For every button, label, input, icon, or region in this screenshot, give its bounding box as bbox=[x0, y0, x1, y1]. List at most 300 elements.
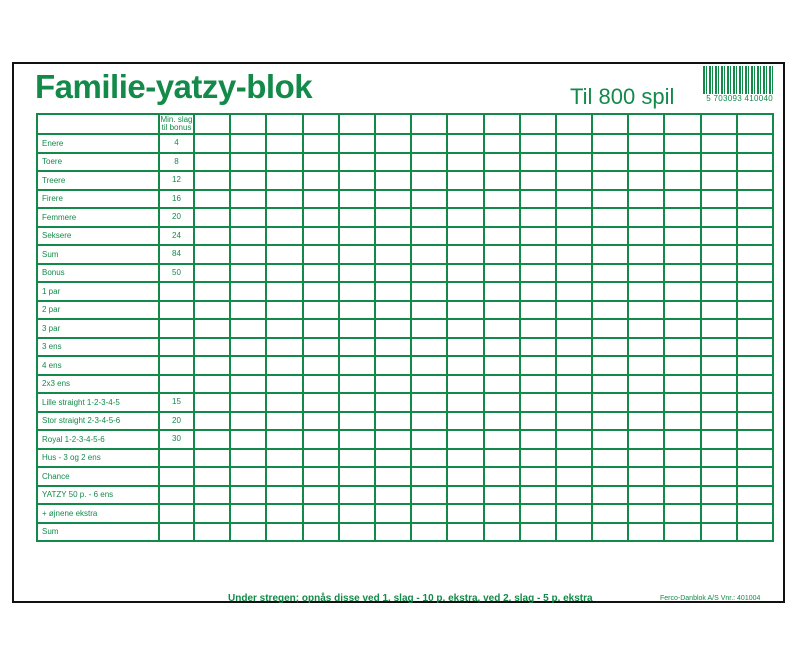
score-cell[interactable] bbox=[411, 486, 447, 505]
score-cell[interactable] bbox=[592, 356, 628, 375]
score-cell[interactable] bbox=[628, 282, 664, 301]
score-cell[interactable] bbox=[375, 504, 411, 523]
score-cell[interactable] bbox=[556, 467, 592, 486]
score-cell[interactable] bbox=[556, 301, 592, 320]
score-cell[interactable] bbox=[447, 245, 483, 264]
score-cell[interactable] bbox=[375, 245, 411, 264]
score-cell[interactable] bbox=[230, 134, 266, 153]
score-cell[interactable] bbox=[737, 245, 773, 264]
score-cell[interactable] bbox=[303, 190, 339, 209]
score-cell[interactable] bbox=[737, 467, 773, 486]
score-cell[interactable] bbox=[447, 208, 483, 227]
score-cell[interactable] bbox=[375, 301, 411, 320]
score-cell[interactable] bbox=[411, 393, 447, 412]
score-cell[interactable] bbox=[303, 153, 339, 172]
score-cell[interactable] bbox=[339, 393, 375, 412]
player-header-cell[interactable] bbox=[664, 114, 700, 134]
score-cell[interactable] bbox=[484, 393, 520, 412]
score-cell[interactable] bbox=[664, 338, 700, 357]
score-cell[interactable] bbox=[556, 430, 592, 449]
score-cell[interactable] bbox=[737, 523, 773, 542]
player-header-cell[interactable] bbox=[230, 114, 266, 134]
player-header-cell[interactable] bbox=[520, 114, 556, 134]
score-cell[interactable] bbox=[592, 375, 628, 394]
score-cell[interactable] bbox=[447, 264, 483, 283]
score-cell[interactable] bbox=[701, 393, 737, 412]
score-cell[interactable] bbox=[664, 190, 700, 209]
score-cell[interactable] bbox=[664, 467, 700, 486]
score-cell[interactable] bbox=[339, 338, 375, 357]
score-cell[interactable] bbox=[737, 356, 773, 375]
score-cell[interactable] bbox=[230, 227, 266, 246]
score-cell[interactable] bbox=[411, 467, 447, 486]
score-cell[interactable] bbox=[628, 171, 664, 190]
player-header-cell[interactable] bbox=[701, 114, 737, 134]
score-cell[interactable] bbox=[339, 301, 375, 320]
score-cell[interactable] bbox=[520, 486, 556, 505]
score-cell[interactable] bbox=[194, 356, 230, 375]
score-cell[interactable] bbox=[194, 504, 230, 523]
score-cell[interactable] bbox=[664, 319, 700, 338]
score-cell[interactable] bbox=[628, 504, 664, 523]
score-cell[interactable] bbox=[520, 134, 556, 153]
score-cell[interactable] bbox=[484, 338, 520, 357]
score-cell[interactable] bbox=[266, 430, 302, 449]
score-cell[interactable] bbox=[375, 356, 411, 375]
score-cell[interactable] bbox=[737, 190, 773, 209]
score-cell[interactable] bbox=[664, 393, 700, 412]
score-cell[interactable] bbox=[375, 338, 411, 357]
player-header-cell[interactable] bbox=[628, 114, 664, 134]
score-cell[interactable] bbox=[266, 208, 302, 227]
score-cell[interactable] bbox=[592, 486, 628, 505]
score-cell[interactable] bbox=[520, 356, 556, 375]
score-cell[interactable] bbox=[230, 449, 266, 468]
score-cell[interactable] bbox=[375, 153, 411, 172]
score-cell[interactable] bbox=[266, 319, 302, 338]
score-cell[interactable] bbox=[520, 523, 556, 542]
score-cell[interactable] bbox=[339, 430, 375, 449]
player-header-cell[interactable] bbox=[266, 114, 302, 134]
score-cell[interactable] bbox=[194, 375, 230, 394]
score-cell[interactable] bbox=[375, 227, 411, 246]
score-cell[interactable] bbox=[447, 153, 483, 172]
score-cell[interactable] bbox=[339, 245, 375, 264]
score-cell[interactable] bbox=[701, 467, 737, 486]
score-cell[interactable] bbox=[484, 301, 520, 320]
score-cell[interactable] bbox=[375, 208, 411, 227]
score-cell[interactable] bbox=[664, 430, 700, 449]
score-cell[interactable] bbox=[411, 412, 447, 431]
score-cell[interactable] bbox=[230, 523, 266, 542]
score-cell[interactable] bbox=[664, 264, 700, 283]
score-cell[interactable] bbox=[266, 467, 302, 486]
score-cell[interactable] bbox=[664, 227, 700, 246]
score-cell[interactable] bbox=[592, 393, 628, 412]
score-cell[interactable] bbox=[484, 319, 520, 338]
score-cell[interactable] bbox=[194, 190, 230, 209]
score-cell[interactable] bbox=[628, 190, 664, 209]
score-cell[interactable] bbox=[266, 393, 302, 412]
score-cell[interactable] bbox=[303, 245, 339, 264]
score-cell[interactable] bbox=[737, 282, 773, 301]
score-cell[interactable] bbox=[339, 208, 375, 227]
score-cell[interactable] bbox=[628, 134, 664, 153]
score-cell[interactable] bbox=[484, 264, 520, 283]
score-cell[interactable] bbox=[664, 375, 700, 394]
score-cell[interactable] bbox=[194, 208, 230, 227]
score-cell[interactable] bbox=[230, 338, 266, 357]
score-cell[interactable] bbox=[375, 190, 411, 209]
score-cell[interactable] bbox=[664, 153, 700, 172]
score-cell[interactable] bbox=[556, 504, 592, 523]
score-cell[interactable] bbox=[737, 301, 773, 320]
score-cell[interactable] bbox=[447, 504, 483, 523]
score-cell[interactable] bbox=[484, 412, 520, 431]
score-cell[interactable] bbox=[484, 190, 520, 209]
score-cell[interactable] bbox=[520, 190, 556, 209]
score-cell[interactable] bbox=[520, 208, 556, 227]
score-cell[interactable] bbox=[194, 264, 230, 283]
score-cell[interactable] bbox=[266, 375, 302, 394]
score-cell[interactable] bbox=[556, 134, 592, 153]
score-cell[interactable] bbox=[520, 282, 556, 301]
score-cell[interactable] bbox=[701, 504, 737, 523]
score-cell[interactable] bbox=[737, 153, 773, 172]
score-cell[interactable] bbox=[556, 282, 592, 301]
score-cell[interactable] bbox=[339, 467, 375, 486]
score-cell[interactable] bbox=[230, 245, 266, 264]
score-cell[interactable] bbox=[556, 412, 592, 431]
score-cell[interactable] bbox=[194, 449, 230, 468]
score-cell[interactable] bbox=[484, 227, 520, 246]
score-cell[interactable] bbox=[230, 412, 266, 431]
score-cell[interactable] bbox=[556, 208, 592, 227]
score-cell[interactable] bbox=[556, 227, 592, 246]
score-cell[interactable] bbox=[266, 338, 302, 357]
score-cell[interactable] bbox=[737, 412, 773, 431]
score-cell[interactable] bbox=[737, 264, 773, 283]
score-cell[interactable] bbox=[737, 504, 773, 523]
score-cell[interactable] bbox=[194, 486, 230, 505]
score-cell[interactable] bbox=[194, 430, 230, 449]
score-cell[interactable] bbox=[303, 227, 339, 246]
score-cell[interactable] bbox=[628, 449, 664, 468]
score-cell[interactable] bbox=[664, 504, 700, 523]
score-cell[interactable] bbox=[230, 393, 266, 412]
score-cell[interactable] bbox=[447, 227, 483, 246]
score-cell[interactable] bbox=[339, 319, 375, 338]
score-cell[interactable] bbox=[266, 356, 302, 375]
score-cell[interactable] bbox=[339, 523, 375, 542]
score-cell[interactable] bbox=[737, 208, 773, 227]
player-header-cell[interactable] bbox=[375, 114, 411, 134]
score-cell[interactable] bbox=[737, 227, 773, 246]
score-cell[interactable] bbox=[266, 282, 302, 301]
score-cell[interactable] bbox=[520, 449, 556, 468]
player-header-cell[interactable] bbox=[303, 114, 339, 134]
score-cell[interactable] bbox=[592, 245, 628, 264]
score-cell[interactable] bbox=[447, 356, 483, 375]
score-cell[interactable] bbox=[664, 134, 700, 153]
score-cell[interactable] bbox=[628, 430, 664, 449]
score-cell[interactable] bbox=[447, 486, 483, 505]
score-cell[interactable] bbox=[556, 171, 592, 190]
score-cell[interactable] bbox=[447, 171, 483, 190]
score-cell[interactable] bbox=[230, 153, 266, 172]
score-cell[interactable] bbox=[375, 375, 411, 394]
score-cell[interactable] bbox=[520, 301, 556, 320]
score-cell[interactable] bbox=[628, 208, 664, 227]
score-cell[interactable] bbox=[303, 393, 339, 412]
score-cell[interactable] bbox=[737, 393, 773, 412]
score-cell[interactable] bbox=[411, 245, 447, 264]
score-cell[interactable] bbox=[339, 153, 375, 172]
score-cell[interactable] bbox=[230, 467, 266, 486]
score-cell[interactable] bbox=[339, 449, 375, 468]
score-cell[interactable] bbox=[556, 264, 592, 283]
score-cell[interactable] bbox=[737, 486, 773, 505]
score-cell[interactable] bbox=[266, 449, 302, 468]
score-cell[interactable] bbox=[230, 319, 266, 338]
score-cell[interactable] bbox=[447, 301, 483, 320]
score-cell[interactable] bbox=[411, 264, 447, 283]
score-cell[interactable] bbox=[411, 227, 447, 246]
score-cell[interactable] bbox=[520, 430, 556, 449]
score-cell[interactable] bbox=[447, 134, 483, 153]
score-cell[interactable] bbox=[556, 153, 592, 172]
score-cell[interactable] bbox=[737, 449, 773, 468]
score-cell[interactable] bbox=[628, 467, 664, 486]
score-cell[interactable] bbox=[484, 375, 520, 394]
score-cell[interactable] bbox=[447, 319, 483, 338]
score-cell[interactable] bbox=[303, 282, 339, 301]
score-cell[interactable] bbox=[411, 171, 447, 190]
player-header-cell[interactable] bbox=[484, 114, 520, 134]
score-cell[interactable] bbox=[375, 486, 411, 505]
score-cell[interactable] bbox=[194, 338, 230, 357]
score-cell[interactable] bbox=[375, 134, 411, 153]
score-cell[interactable] bbox=[266, 171, 302, 190]
score-cell[interactable] bbox=[592, 319, 628, 338]
score-cell[interactable] bbox=[664, 171, 700, 190]
player-header-cell[interactable] bbox=[447, 114, 483, 134]
score-cell[interactable] bbox=[701, 301, 737, 320]
score-cell[interactable] bbox=[484, 504, 520, 523]
score-cell[interactable] bbox=[303, 208, 339, 227]
score-cell[interactable] bbox=[411, 134, 447, 153]
score-cell[interactable] bbox=[737, 134, 773, 153]
score-cell[interactable] bbox=[628, 523, 664, 542]
score-cell[interactable] bbox=[266, 264, 302, 283]
score-cell[interactable] bbox=[411, 430, 447, 449]
score-cell[interactable] bbox=[664, 245, 700, 264]
score-cell[interactable] bbox=[737, 338, 773, 357]
score-cell[interactable] bbox=[520, 153, 556, 172]
score-cell[interactable] bbox=[592, 153, 628, 172]
score-cell[interactable] bbox=[701, 245, 737, 264]
score-cell[interactable] bbox=[194, 301, 230, 320]
score-cell[interactable] bbox=[194, 282, 230, 301]
score-cell[interactable] bbox=[194, 227, 230, 246]
score-cell[interactable] bbox=[520, 245, 556, 264]
score-cell[interactable] bbox=[266, 245, 302, 264]
score-cell[interactable] bbox=[266, 412, 302, 431]
score-cell[interactable] bbox=[701, 338, 737, 357]
player-header-cell[interactable] bbox=[339, 114, 375, 134]
score-cell[interactable] bbox=[303, 523, 339, 542]
score-cell[interactable] bbox=[701, 153, 737, 172]
score-cell[interactable] bbox=[339, 356, 375, 375]
score-cell[interactable] bbox=[375, 171, 411, 190]
score-cell[interactable] bbox=[303, 301, 339, 320]
score-cell[interactable] bbox=[411, 208, 447, 227]
score-cell[interactable] bbox=[375, 412, 411, 431]
score-cell[interactable] bbox=[339, 227, 375, 246]
score-cell[interactable] bbox=[628, 338, 664, 357]
score-cell[interactable] bbox=[520, 264, 556, 283]
score-cell[interactable] bbox=[447, 523, 483, 542]
score-cell[interactable] bbox=[194, 171, 230, 190]
score-cell[interactable] bbox=[339, 486, 375, 505]
score-cell[interactable] bbox=[447, 375, 483, 394]
score-cell[interactable] bbox=[484, 523, 520, 542]
score-cell[interactable] bbox=[194, 523, 230, 542]
score-cell[interactable] bbox=[556, 319, 592, 338]
score-cell[interactable] bbox=[520, 504, 556, 523]
score-cell[interactable] bbox=[230, 486, 266, 505]
score-cell[interactable] bbox=[303, 356, 339, 375]
score-cell[interactable] bbox=[737, 319, 773, 338]
score-cell[interactable] bbox=[266, 227, 302, 246]
score-cell[interactable] bbox=[737, 171, 773, 190]
score-cell[interactable] bbox=[266, 190, 302, 209]
score-cell[interactable] bbox=[701, 430, 737, 449]
score-cell[interactable] bbox=[266, 486, 302, 505]
score-cell[interactable] bbox=[701, 190, 737, 209]
score-cell[interactable] bbox=[701, 486, 737, 505]
score-cell[interactable] bbox=[556, 190, 592, 209]
score-cell[interactable] bbox=[592, 264, 628, 283]
score-cell[interactable] bbox=[447, 430, 483, 449]
score-cell[interactable] bbox=[194, 134, 230, 153]
score-cell[interactable] bbox=[556, 375, 592, 394]
score-cell[interactable] bbox=[375, 319, 411, 338]
score-cell[interactable] bbox=[701, 134, 737, 153]
score-cell[interactable] bbox=[230, 504, 266, 523]
score-cell[interactable] bbox=[737, 430, 773, 449]
score-cell[interactable] bbox=[303, 467, 339, 486]
score-cell[interactable] bbox=[230, 282, 266, 301]
score-cell[interactable] bbox=[701, 171, 737, 190]
score-cell[interactable] bbox=[303, 504, 339, 523]
player-header-cell[interactable] bbox=[556, 114, 592, 134]
score-cell[interactable] bbox=[303, 430, 339, 449]
score-cell[interactable] bbox=[628, 301, 664, 320]
score-cell[interactable] bbox=[411, 338, 447, 357]
score-cell[interactable] bbox=[411, 449, 447, 468]
score-cell[interactable] bbox=[375, 282, 411, 301]
score-cell[interactable] bbox=[411, 190, 447, 209]
score-cell[interactable] bbox=[520, 319, 556, 338]
score-cell[interactable] bbox=[303, 412, 339, 431]
score-cell[interactable] bbox=[520, 393, 556, 412]
score-cell[interactable] bbox=[230, 375, 266, 394]
score-cell[interactable] bbox=[592, 338, 628, 357]
score-cell[interactable] bbox=[484, 153, 520, 172]
score-cell[interactable] bbox=[484, 208, 520, 227]
score-cell[interactable] bbox=[701, 319, 737, 338]
player-header-cell[interactable] bbox=[194, 114, 230, 134]
score-cell[interactable] bbox=[447, 393, 483, 412]
score-cell[interactable] bbox=[701, 227, 737, 246]
score-cell[interactable] bbox=[628, 393, 664, 412]
score-cell[interactable] bbox=[303, 171, 339, 190]
score-cell[interactable] bbox=[664, 356, 700, 375]
score-cell[interactable] bbox=[520, 171, 556, 190]
score-cell[interactable] bbox=[664, 486, 700, 505]
score-cell[interactable] bbox=[664, 208, 700, 227]
score-cell[interactable] bbox=[447, 190, 483, 209]
score-cell[interactable] bbox=[266, 134, 302, 153]
score-cell[interactable] bbox=[592, 523, 628, 542]
score-cell[interactable] bbox=[628, 319, 664, 338]
score-cell[interactable] bbox=[664, 523, 700, 542]
score-cell[interactable] bbox=[194, 412, 230, 431]
score-cell[interactable] bbox=[701, 375, 737, 394]
score-cell[interactable] bbox=[303, 134, 339, 153]
score-cell[interactable] bbox=[447, 449, 483, 468]
score-cell[interactable] bbox=[520, 227, 556, 246]
score-cell[interactable] bbox=[592, 301, 628, 320]
score-cell[interactable] bbox=[701, 208, 737, 227]
score-cell[interactable] bbox=[628, 227, 664, 246]
score-cell[interactable] bbox=[484, 245, 520, 264]
score-cell[interactable] bbox=[194, 393, 230, 412]
score-cell[interactable] bbox=[484, 430, 520, 449]
score-cell[interactable] bbox=[375, 467, 411, 486]
score-cell[interactable] bbox=[266, 523, 302, 542]
score-cell[interactable] bbox=[266, 301, 302, 320]
score-cell[interactable] bbox=[556, 245, 592, 264]
score-cell[interactable] bbox=[303, 375, 339, 394]
score-cell[interactable] bbox=[556, 338, 592, 357]
score-cell[interactable] bbox=[592, 467, 628, 486]
score-cell[interactable] bbox=[411, 319, 447, 338]
score-cell[interactable] bbox=[592, 430, 628, 449]
score-cell[interactable] bbox=[411, 153, 447, 172]
score-cell[interactable] bbox=[664, 449, 700, 468]
score-cell[interactable] bbox=[701, 412, 737, 431]
score-cell[interactable] bbox=[339, 171, 375, 190]
score-cell[interactable] bbox=[303, 449, 339, 468]
score-cell[interactable] bbox=[339, 504, 375, 523]
score-cell[interactable] bbox=[664, 301, 700, 320]
score-cell[interactable] bbox=[339, 282, 375, 301]
score-cell[interactable] bbox=[556, 356, 592, 375]
score-cell[interactable] bbox=[664, 282, 700, 301]
score-cell[interactable] bbox=[701, 523, 737, 542]
score-cell[interactable] bbox=[230, 208, 266, 227]
score-cell[interactable] bbox=[628, 356, 664, 375]
score-cell[interactable] bbox=[520, 412, 556, 431]
score-cell[interactable] bbox=[592, 282, 628, 301]
score-cell[interactable] bbox=[737, 375, 773, 394]
score-cell[interactable] bbox=[592, 449, 628, 468]
score-cell[interactable] bbox=[484, 486, 520, 505]
score-cell[interactable] bbox=[194, 153, 230, 172]
score-cell[interactable] bbox=[592, 504, 628, 523]
